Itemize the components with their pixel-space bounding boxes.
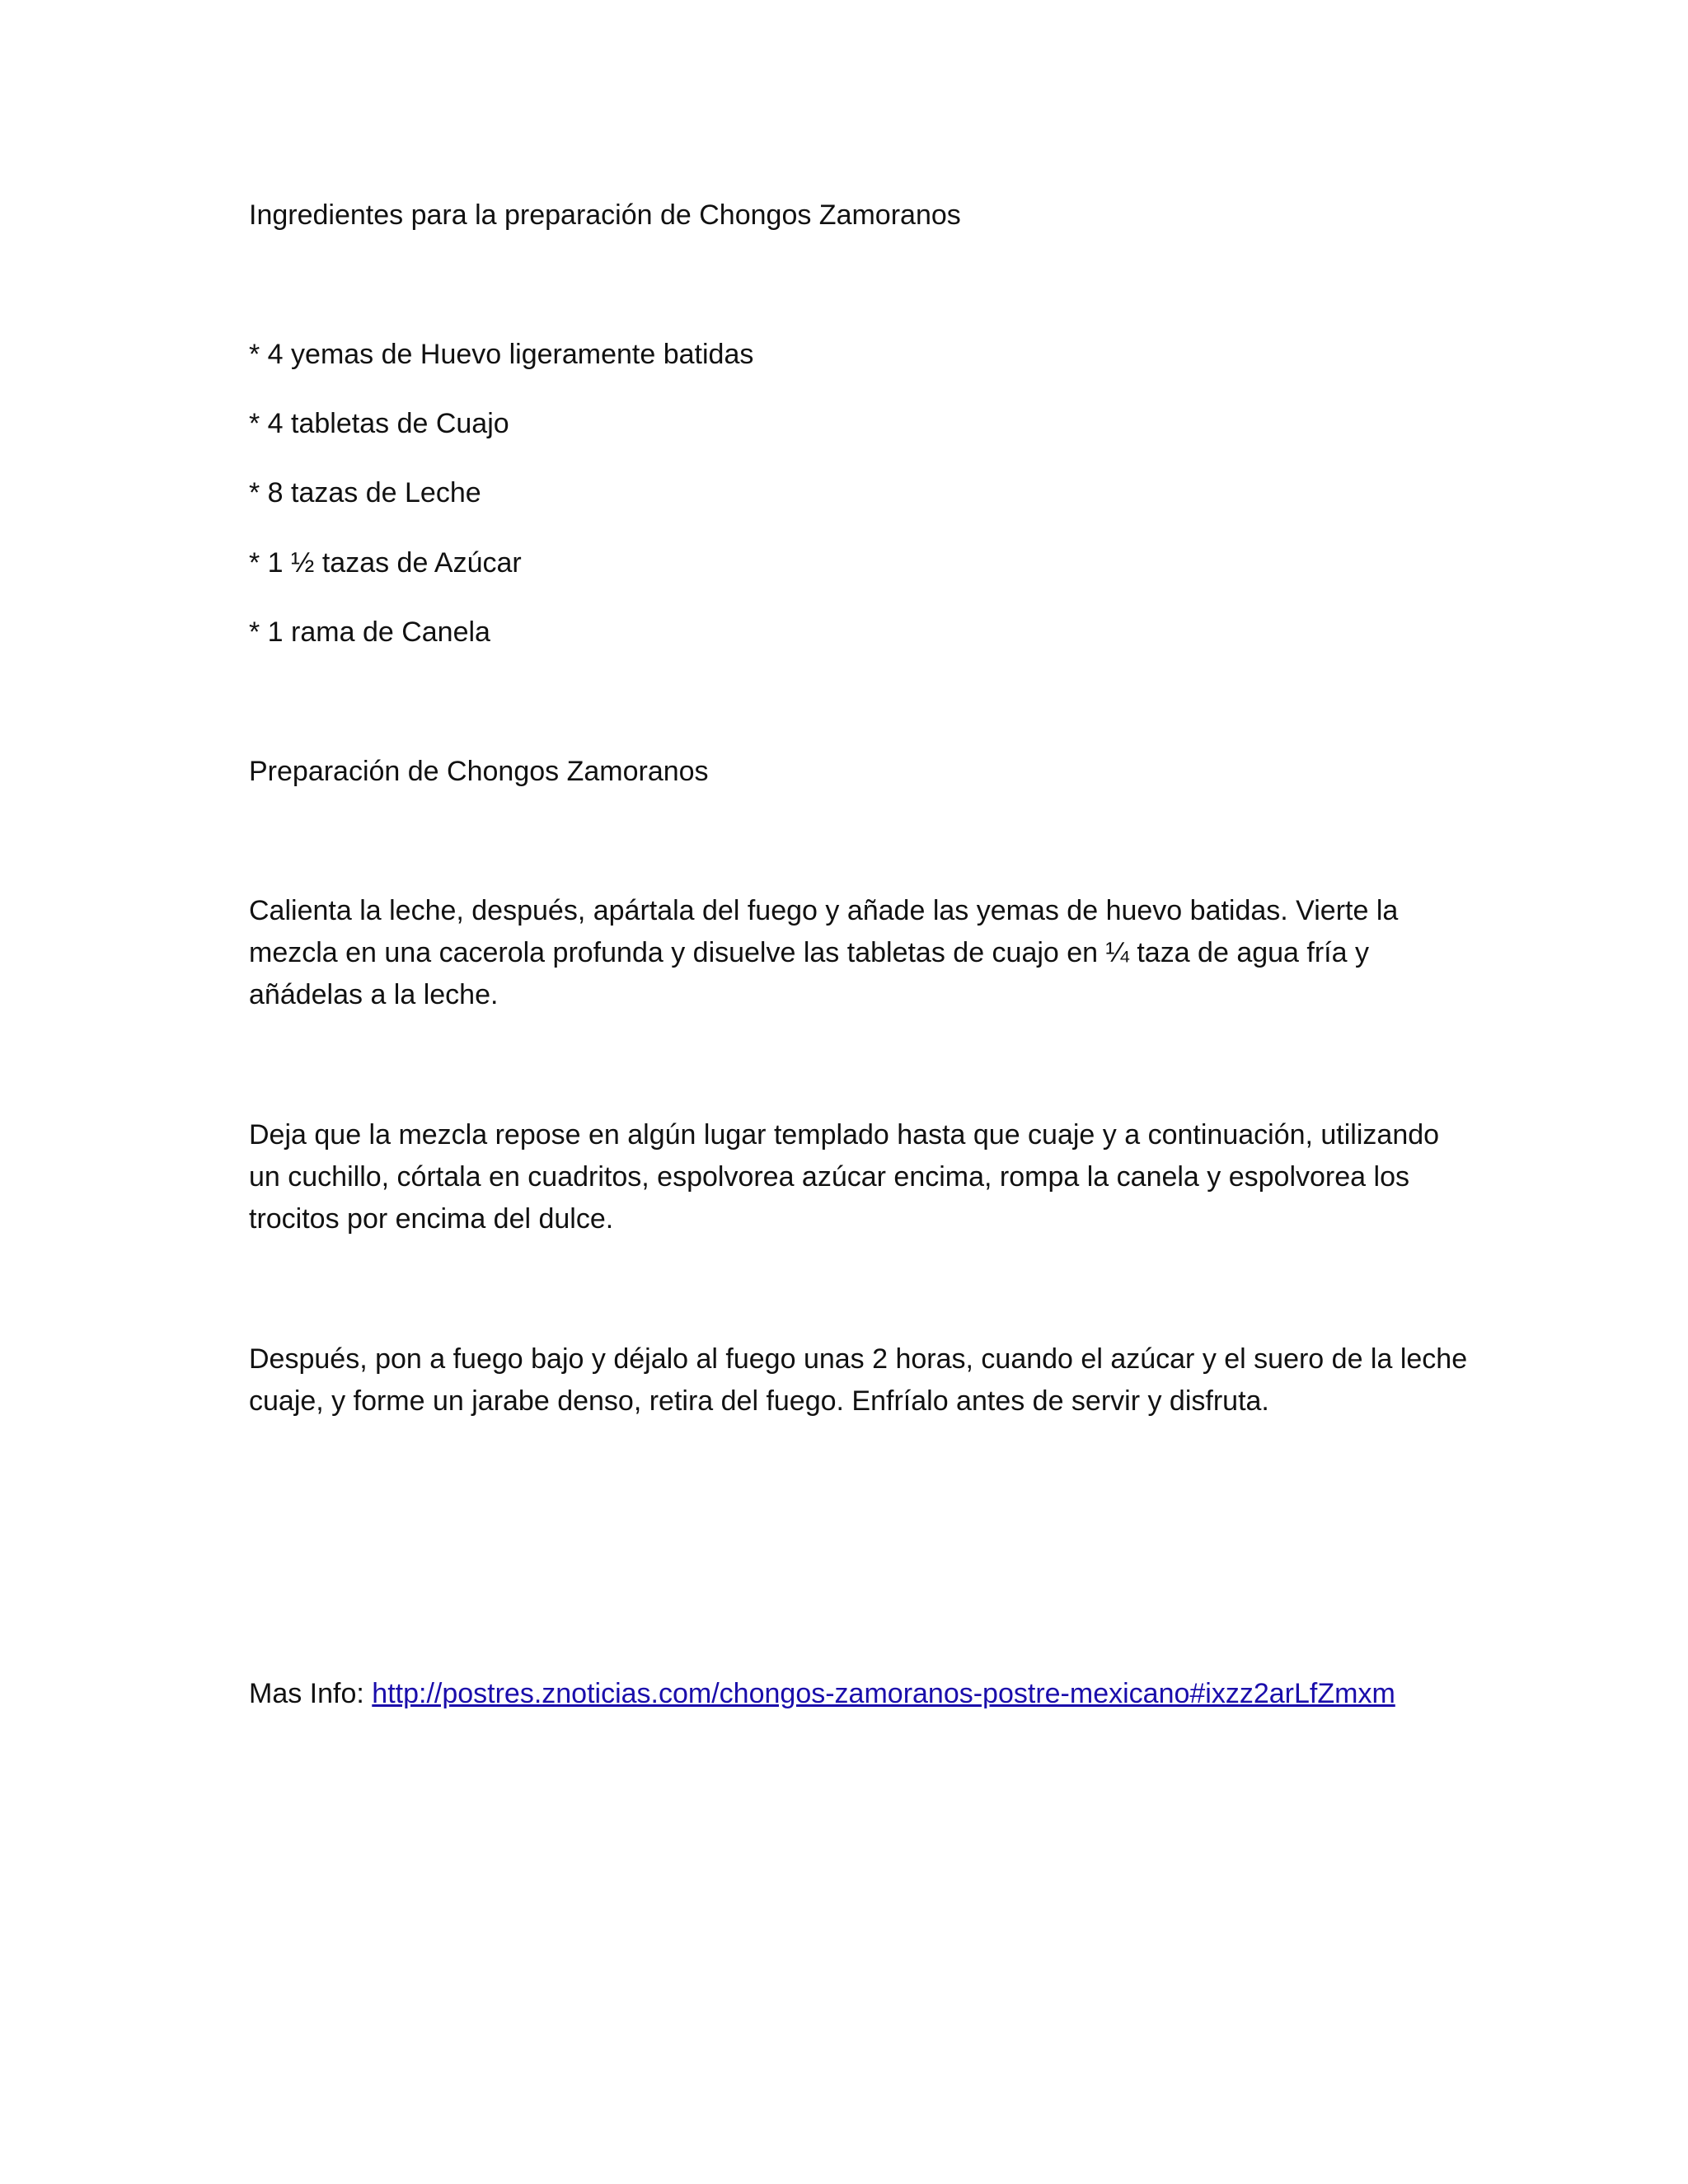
paragraph-line: un cuchillo, córtala en cuadritos, espolvorea azúcar encima, rompa la canela y espolvorea los bbox=[249, 1161, 1409, 1193]
paragraph-line: Calienta la leche, después, apártala del fuego y añade las yemas de huevo batidas. Vierte la bbox=[249, 895, 1399, 926]
ingredient-item: * 1 rama de Canela bbox=[249, 616, 490, 648]
more-info-line bbox=[249, 1673, 1395, 1715]
paragraph-line: cuaje, y forme un jarabe denso, retira del fuego. Enfríalo antes de servir y disfruta. bbox=[249, 1385, 1269, 1417]
paragraph-line: Deja que la mezcla repose en algún lugar templado hasta que cuaje y a continuación, utilizando bbox=[249, 1119, 1440, 1151]
ingredient-item: * 8 tazas de Leche bbox=[249, 477, 481, 509]
ingredient-item: * 4 yemas de Huevo ligeramente batidas bbox=[249, 339, 754, 370]
ingredient-item: * 1 ½ tazas de Azúcar bbox=[249, 547, 522, 579]
preparation-paragraph bbox=[249, 890, 1444, 1016]
recipe-ingredients-title: Ingredientes para la preparación de Chongos Zamoranos bbox=[249, 199, 961, 231]
more-info-label: Mas Info: bbox=[249, 1678, 373, 1709]
paragraph-line: añádelas a la leche. bbox=[249, 979, 499, 1010]
paragraph-line: Después, pon a fuego bajo y déjalo al fuego unas 2 horas, cuando el azúcar y el suero de la leche bbox=[249, 1343, 1468, 1375]
preparation-paragraph bbox=[249, 1114, 1444, 1240]
paragraph-line: mezcla en una cacerola profunda y disuelve las tabletas de cuajo en ¼ taza de agua fría y bbox=[249, 937, 1369, 968]
preparation-paragraph bbox=[249, 1338, 1468, 1422]
ingredient-item: * 4 tabletas de Cuajo bbox=[249, 408, 509, 439]
preparation-heading: Preparación de Chongos Zamoranos bbox=[249, 756, 709, 787]
more-info-link[interactable]: http://postres.znoticias.com/chongos-zamoranos-postre-mexicano#ixzz2arLfZmxm bbox=[372, 1678, 1395, 1709]
paragraph-line: trocitos por encima del dulce. bbox=[249, 1203, 614, 1235]
